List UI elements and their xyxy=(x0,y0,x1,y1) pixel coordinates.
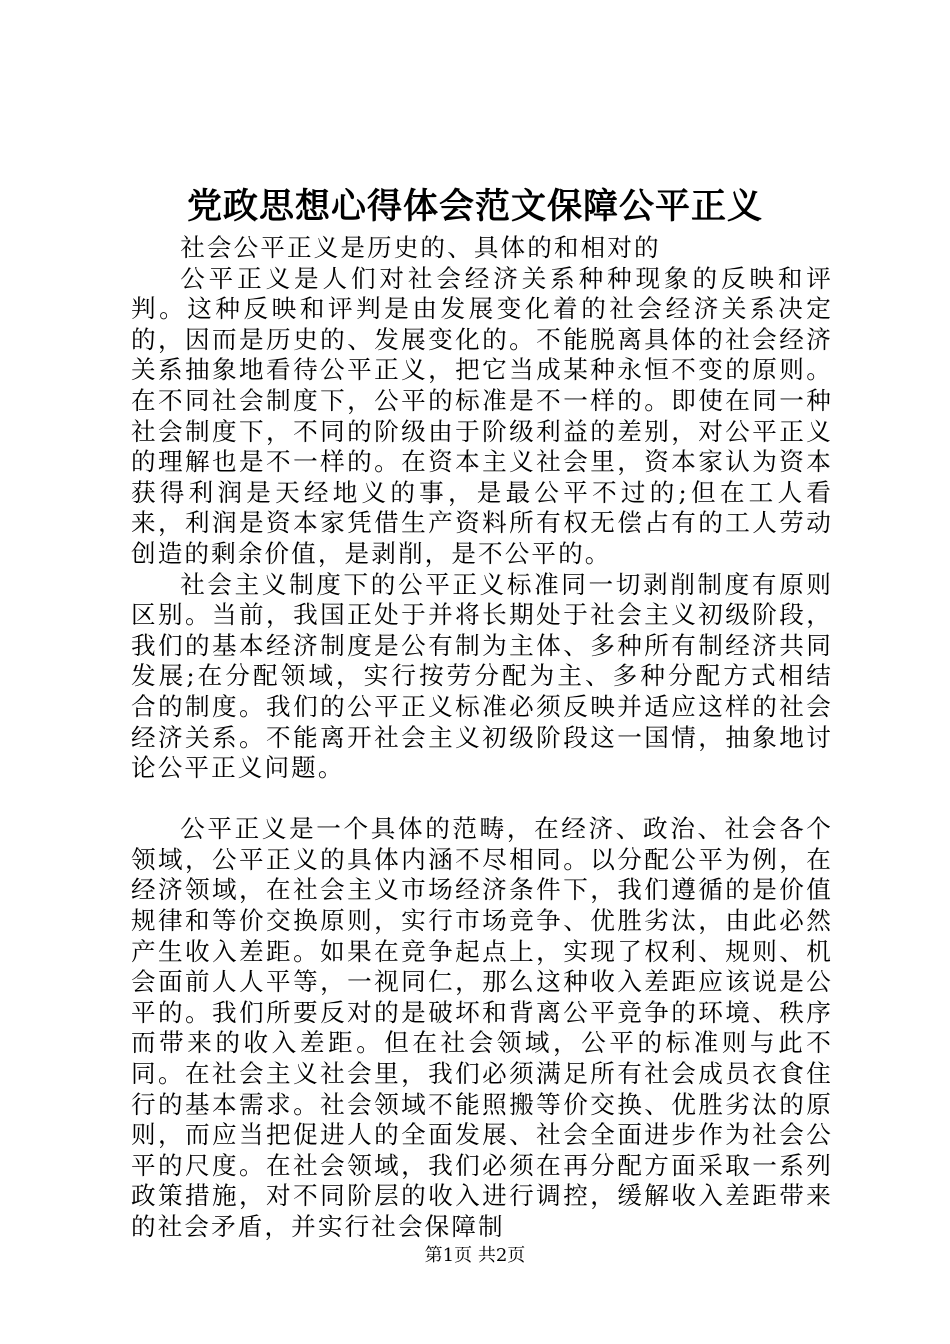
paragraph-spacer xyxy=(131,784,833,815)
document-title: 党政思想心得体会范文保障公平正义 xyxy=(186,186,763,227)
paragraph-3: 公平正义是一个具体的范畴，在经济、政治、社会各个领域，公平正义的具体内涵不尽相同。以分配公平为例，在经济领域，在社会主义市场经济条件下，我们遵循的是价值规律和等价交换原则，实行市场竞争、优胜劣汰，由此必然产生收入差距。如果在竞争起点上，实现了权利、规则、机会面前人人平等，一视同仁，那么这种收入差距应该说是公平的。我们所要反对的是破坏和背离公平竞争的环境、秩序而带来的收入差距。但在社会领域，公平的标准则与此不同。在社会主义社会里，我们必须满足所有社会成员衣食住行的基本需求。社会领域不能照搬等价交换、优胜劣汰的原则，而应当把促进人的全面发展、社会全面进步作为社会公平的尺度。在社会领域，我们必须在再分配方面采取一系列政策措施，对不同阶层的收入进行调控，缓解收入差距带来的社会矛盾，并实行社会保障制 xyxy=(131,814,833,1241)
section-heading: 社会公平正义是历史的、具体的和相对的 xyxy=(180,233,661,262)
page-number: 第1页 共2页 xyxy=(424,1245,526,1266)
document-body xyxy=(131,233,833,1243)
paragraph-2: 社会主义制度下的公平正义标准同一切剥削制度有原则区别。当前，我国正处于并将长期处于社会主义初级阶段，我们的基本经济制度是公有制为主体、多种所有制经济共同发展;在分配领域，实行按劳分配为主、多种分配方式相结合的制度。我们的公平正义标准必须反映并适应这样的社会经济关系。不能离开社会主义初级阶段这一国情，抽象地讨论公平正义问题。 xyxy=(131,569,833,783)
paragraph-1: 公平正义是人们对社会经济关系种种现象的反映和评判。这种反映和评判是由发展变化着的社会经济关系决定的，因而是历史的、发展变化的。不能脱离具体的社会经济关系抽象地看待公平正义，把它当成某种永恒不变的原则。在不同社会制度下，公平的标准是不一样的。即使在同一种社会制度下，不同的阶级由于阶级利益的差别，对公平正义的理解也是不一样的。在资本主义社会里，资本家认为资本获得利润是天经地义的事，是最公平不过的;但在工人看来，利润是资本家凭借生产资料所有权无偿占有的工人劳动创造的剩余价值，是剥削，是不公平的。 xyxy=(131,263,833,568)
